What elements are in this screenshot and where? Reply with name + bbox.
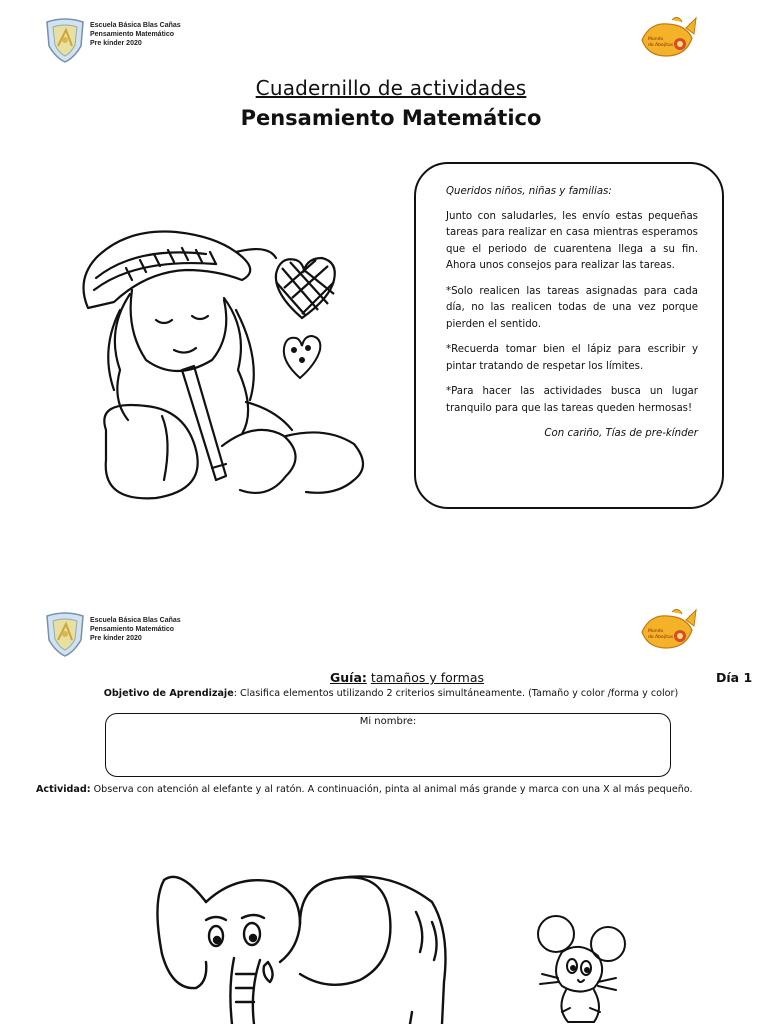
school-logo-icon [44, 18, 86, 64]
activity-instructions [36, 784, 693, 795]
girl-writing-illustration [36, 210, 386, 510]
letter-paragraph: *Recuerda tomar bien el lápiz para escribir y pintar tratando de respetar los límites. [446, 344, 698, 372]
guide-topic: tamaños y formas [370, 670, 485, 685]
elephant-illustration [150, 862, 490, 1024]
letter-paragraph: Junto con saludarles, les envío estas pequeñas tareas para realizar en casa mientras esperamos que el periodo de cuarentena llega a su fin. Ahora unos consejos para realizar las tareas. [446, 210, 698, 271]
school-subject: Pensamiento Matemático [90, 31, 175, 38]
activity-label: Actividad: [36, 784, 91, 795]
school-logo-icon [44, 612, 86, 658]
school-name: Escuela Básica Blas Cañas [90, 617, 181, 624]
school-info [90, 21, 181, 48]
name-field-label: Mi nombre: [359, 716, 417, 727]
guide-day: Día 1 [716, 670, 753, 685]
guide-label: Guía: [330, 670, 367, 685]
school-info [90, 616, 181, 643]
school-level: Pre kínder 2020 [90, 40, 142, 47]
objective-label: Objetivo de Aprendizaje [103, 688, 234, 699]
learning-objective [0, 688, 768, 699]
letter-paragraph: *Para hacer las actividades busca un lugar tranquilo para que las tareas queden hermosas! [446, 386, 698, 414]
svg-text:de Abejitas: de Abejitas [648, 635, 674, 640]
letter-greeting: Queridos niños, niñas y familias: [446, 186, 612, 197]
guide-title [330, 670, 490, 685]
school-level: Pre kínder 2020 [90, 635, 142, 642]
svg-text:Mundo: Mundo [648, 37, 664, 42]
letter-box [414, 162, 724, 509]
svg-text:de Abejitas: de Abejitas [648, 43, 674, 48]
fish-mascot-icon [636, 608, 698, 654]
mouse-illustration [528, 912, 632, 1024]
svg-text:Mundo: Mundo [648, 629, 664, 634]
activity-text: Observa con atención al elefante y al ratón. A continuación, pinta al animal más grande y marca con una X al más pequeño. [90, 784, 693, 795]
letter-paragraph: *Solo realicen las tareas asignadas para cada día, no las realicen todas de una vez porque pierden el sentido. [446, 285, 698, 330]
fish-mascot-icon [636, 16, 698, 62]
school-name: Escuela Básica Blas Cañas [90, 22, 181, 29]
school-subject: Pensamiento Matemático [90, 626, 175, 633]
cover-title: Cuadernillo de actividades [255, 76, 527, 100]
objective-text: : Clasifica elementos utilizando 2 criterios simultáneamente. (Tamaño y color /forma y color) [233, 688, 679, 699]
letter-signature: Con cariño, Tías de pre-kínder [544, 428, 698, 439]
cover-subtitle: Pensamiento Matemático [240, 106, 542, 130]
